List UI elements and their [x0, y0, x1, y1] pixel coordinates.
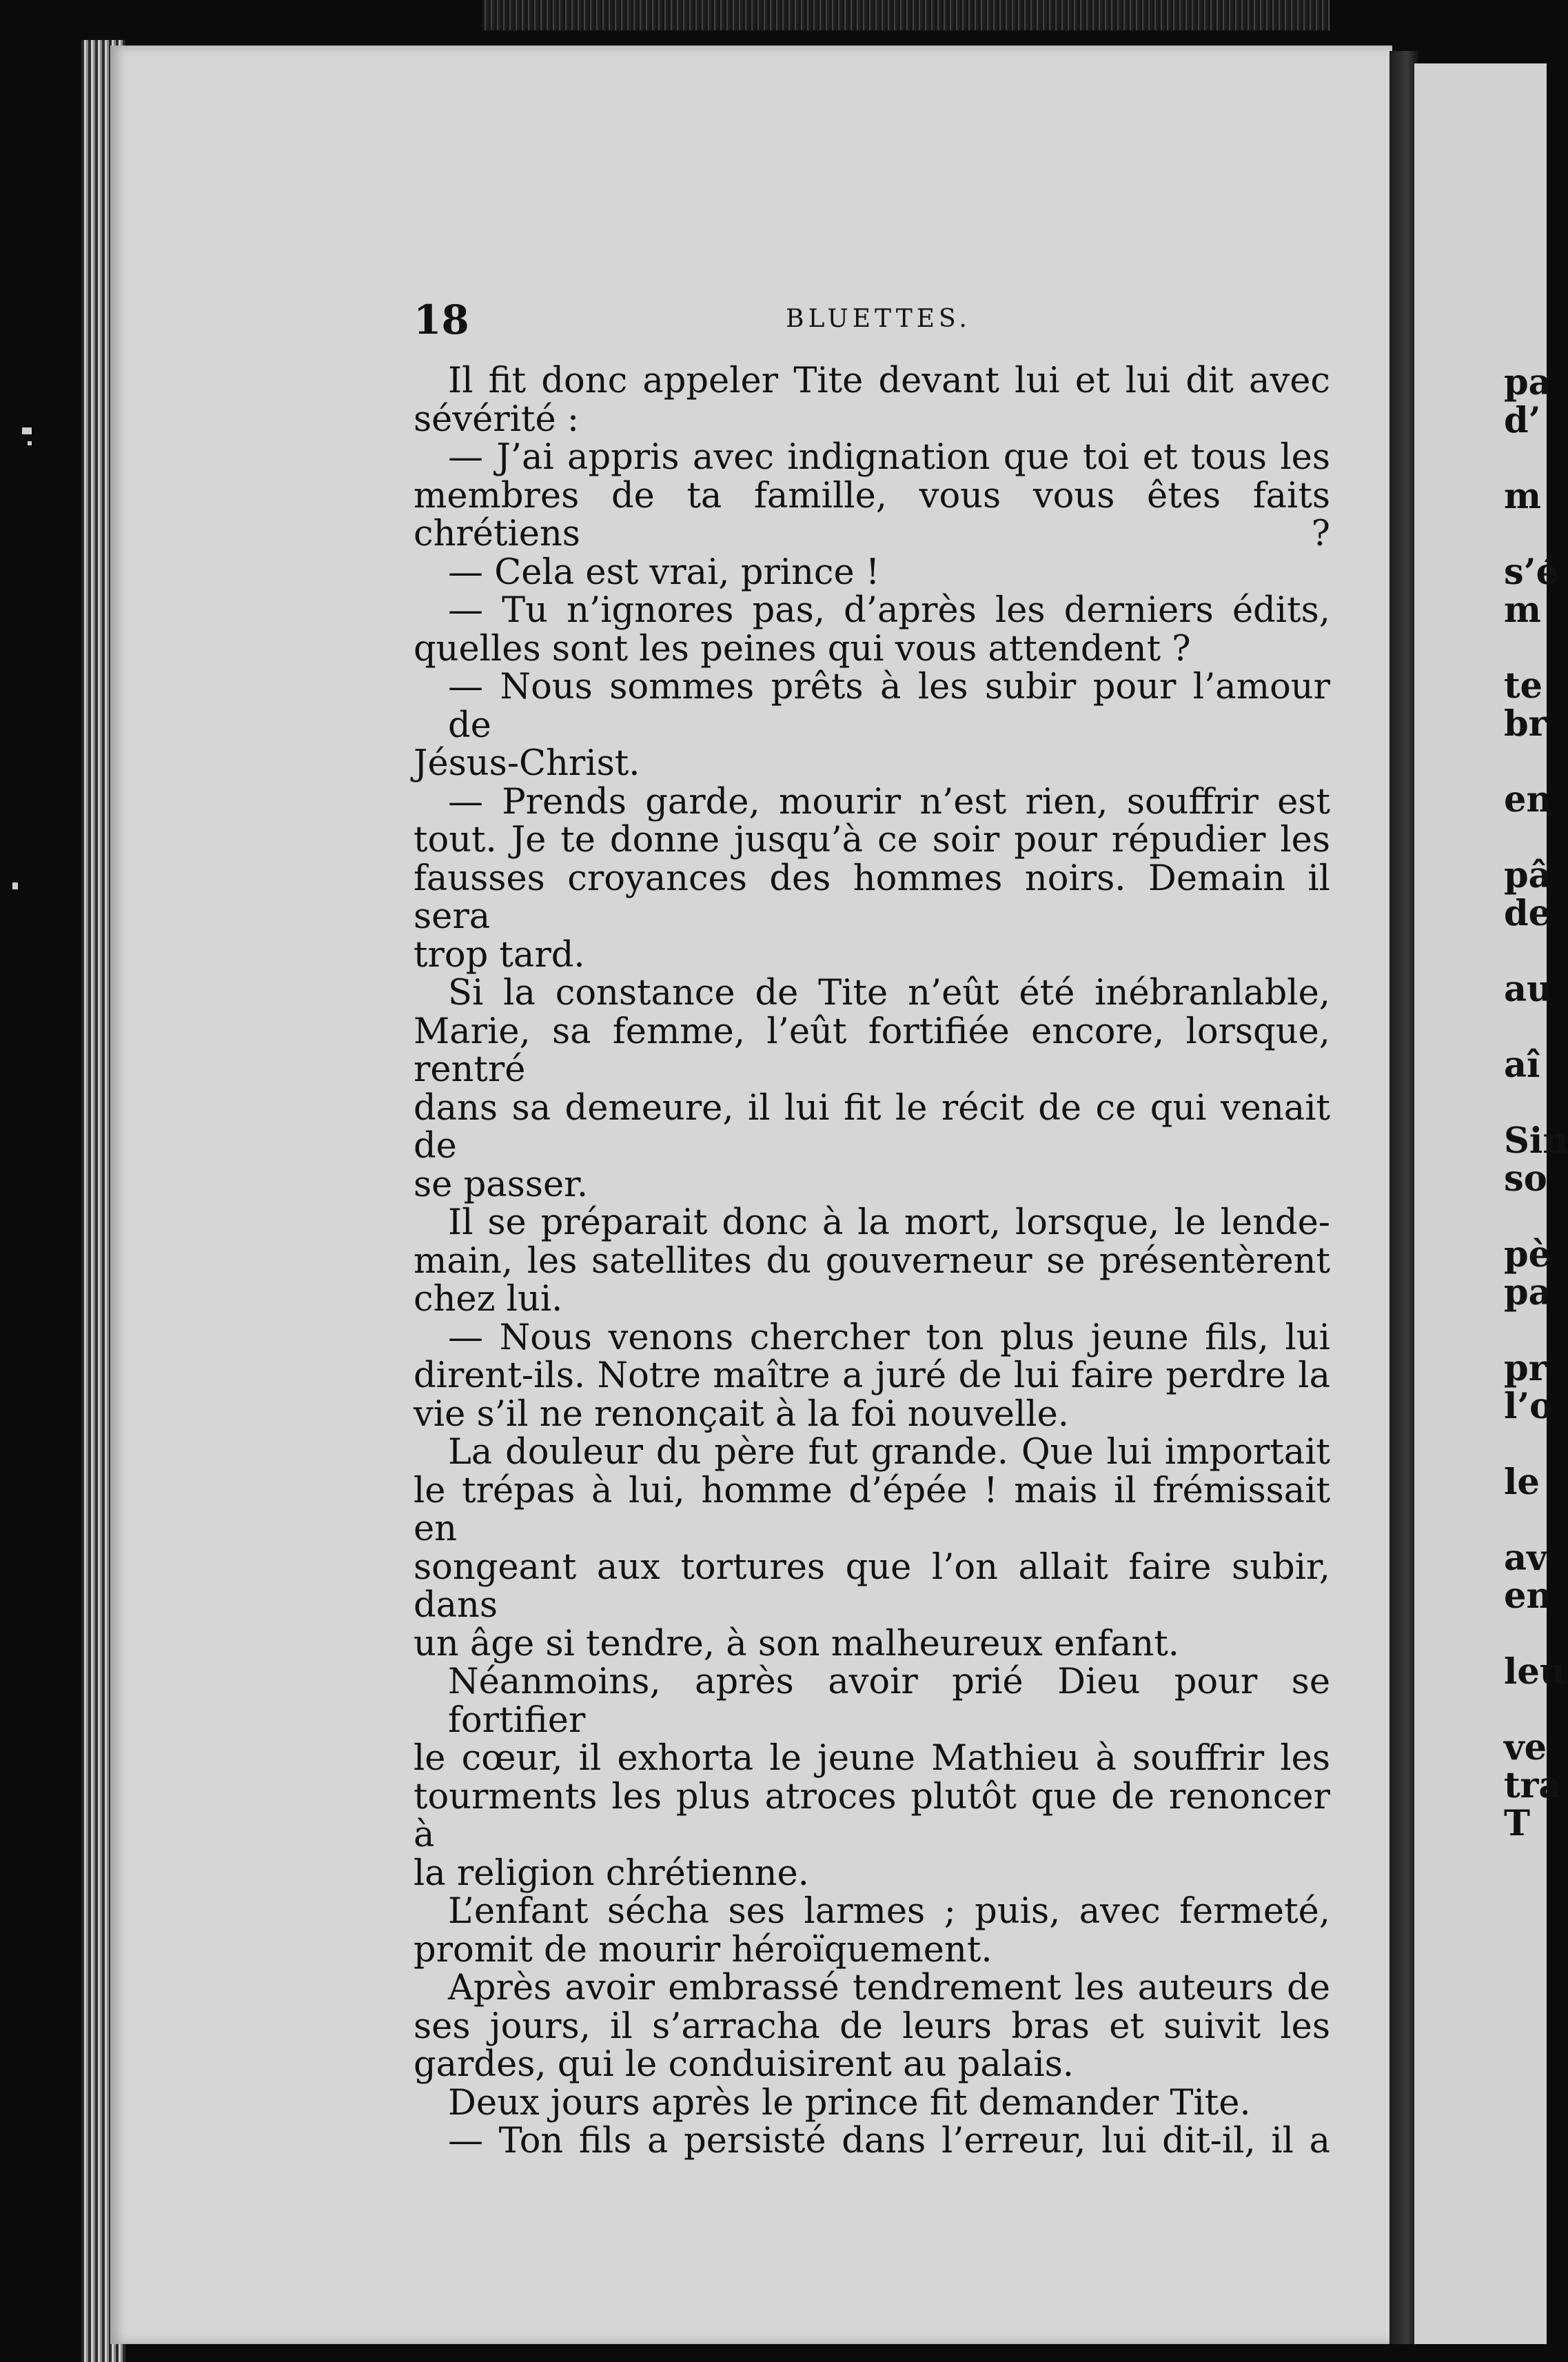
- text-line: Après avoir embrassé tendrement les auteurs de: [448, 1968, 1330, 2008]
- text-line: La douleur du père fut grande. Que lui importait: [448, 1432, 1330, 1473]
- text-line: tout. Je te donne jusqu’à ce soir pour répudier les: [414, 820, 1330, 860]
- text-line: L’enfant sécha ses larmes ; puis, avec fermeté,: [448, 1891, 1330, 1932]
- text-line: le cœur, il exhorta le jeune Mathieu à souffrir les: [414, 1738, 1330, 1779]
- text-line: gardes, qui le conduisirent au palais.: [414, 2044, 1075, 2085]
- text-line: Deux jours après le prince fit demander Tite.: [448, 2082, 1251, 2123]
- facing-page-fragment: pâ: [1504, 855, 1551, 896]
- text-line: — J’ai appris avec indignation que toi et tous les: [448, 437, 1330, 478]
- text-line: Néanmoins, après avoir prié Dieu pour se fortifier: [448, 1662, 1330, 1741]
- text-line: chez lui.: [414, 1279, 563, 1320]
- text-line: promit de mourir héroïquement.: [414, 1929, 992, 1970]
- facing-page-fragment: pè: [1504, 1234, 1551, 1275]
- page-body-text: [414, 362, 1330, 2161]
- text-line: sévérité :: [414, 398, 580, 440]
- facing-page-fragment: Sin: [1504, 1120, 1568, 1162]
- facing-page-fragment: so: [1504, 1158, 1547, 1200]
- text-line: Il se préparait donc à la mort, lorsque, le lende-: [448, 1202, 1330, 1243]
- facing-page-fragment: s’é: [1504, 552, 1558, 593]
- facing-page-fragment: m: [1504, 589, 1541, 631]
- facing-page-fragment: au: [1504, 969, 1553, 1010]
- scan-speck: [12, 882, 18, 889]
- facing-page-fragment: tra: [1504, 1765, 1562, 1806]
- text-line: dirent-ils. Notre maître a juré de lui faire perdre la: [414, 1355, 1330, 1396]
- text-line: trop tard.: [414, 934, 585, 976]
- text-line: main, les satellites du gouverneur se présentèrent: [414, 1240, 1330, 1282]
- text-line: se passer.: [414, 1164, 589, 1205]
- text-line: un âge si tendre, à son malheureux enfant.: [414, 1623, 1179, 1664]
- page-header: [414, 296, 1330, 345]
- facing-page-fragment: en: [1504, 1575, 1552, 1617]
- facing-page-fragment: T: [1504, 1803, 1530, 1844]
- facing-page-fragment: te: [1504, 665, 1543, 707]
- page-number: 18: [414, 296, 469, 343]
- facing-page-fragment: l’o: [1504, 1386, 1554, 1427]
- scan-noise-top: [482, 0, 1330, 30]
- text-line: dans sa demeure, il lui fit le récit de ce qui venait de: [414, 1087, 1330, 1167]
- text-line: — Ton fils a persisté dans l’erreur, lui dit-il, il a: [448, 2121, 1330, 2161]
- facing-page-fragment: le: [1504, 1462, 1540, 1503]
- facing-page-fragment: en: [1504, 779, 1552, 820]
- text-line: Marie, sa femme, l’eût fortifiée encore, lorsque, rentré: [414, 1011, 1330, 1090]
- facing-page-fragment: m: [1504, 476, 1541, 517]
- facing-page-fragment: pa: [1504, 362, 1551, 403]
- facing-page-fragment: av: [1504, 1537, 1547, 1579]
- text-line: Jésus-Christ.: [414, 743, 640, 784]
- text-line: ses jours, il s’arracha de leurs bras et suivit les: [414, 2006, 1330, 2047]
- text-line: fausses croyances des hommes noirs. Demain il sera: [414, 858, 1330, 937]
- facing-page-fragment: ve: [1504, 1727, 1547, 1768]
- text-line: Si la constance de Tite n’eût été inébranlable,: [448, 973, 1330, 1013]
- text-line: — Tu n’ignores pas, d’après les derniers édits,: [448, 590, 1330, 631]
- scan-speck: [22, 427, 32, 434]
- facing-page-fragment: pr: [1504, 1348, 1547, 1389]
- text-line: tourments les plus atroces plutôt que de renoncer à: [414, 1776, 1330, 1855]
- text-line: membres de ta famille, vous vous êtes faits chrétiens ?: [414, 475, 1330, 554]
- facing-page-fragment: leu: [1504, 1651, 1565, 1693]
- facing-page-fragment: pa: [1504, 1272, 1551, 1313]
- text-line: le trépas à lui, homme d’épée ! mais il frémissait en: [414, 1470, 1330, 1549]
- text-line: songeant aux tortures que l’on allait faire subir, dans: [414, 1546, 1330, 1626]
- facing-page-fragment: d’: [1504, 400, 1541, 441]
- text-line: — Prends garde, mourir n’est rien, souffrir est: [448, 781, 1330, 822]
- text-line: — Nous sommes prêts à les subir pour l’amour de: [448, 667, 1330, 746]
- text-line: Il fit donc appeler Tite devant lui et lui dit avec: [448, 361, 1330, 401]
- running-head: BLUETTES.: [786, 305, 971, 333]
- facing-page-fragment: aî: [1504, 1044, 1540, 1086]
- facing-page-fragment: br: [1504, 703, 1547, 745]
- text-line: — Cela est vrai, prince !: [448, 552, 880, 593]
- scan-speck: [28, 441, 32, 445]
- text-line: la religion chrétienne.: [414, 1853, 809, 1894]
- text-line: vie s’il ne renonçait à la foi nouvelle.: [414, 1393, 1069, 1435]
- text-line: — Nous venons chercher ton plus jeune fils, lui: [448, 1317, 1330, 1358]
- facing-page-text-fragments: [1504, 362, 1568, 2017]
- facing-page-fragment: de: [1504, 893, 1551, 934]
- text-line: quelles sont les peines qui vous attendent ?: [414, 628, 1191, 669]
